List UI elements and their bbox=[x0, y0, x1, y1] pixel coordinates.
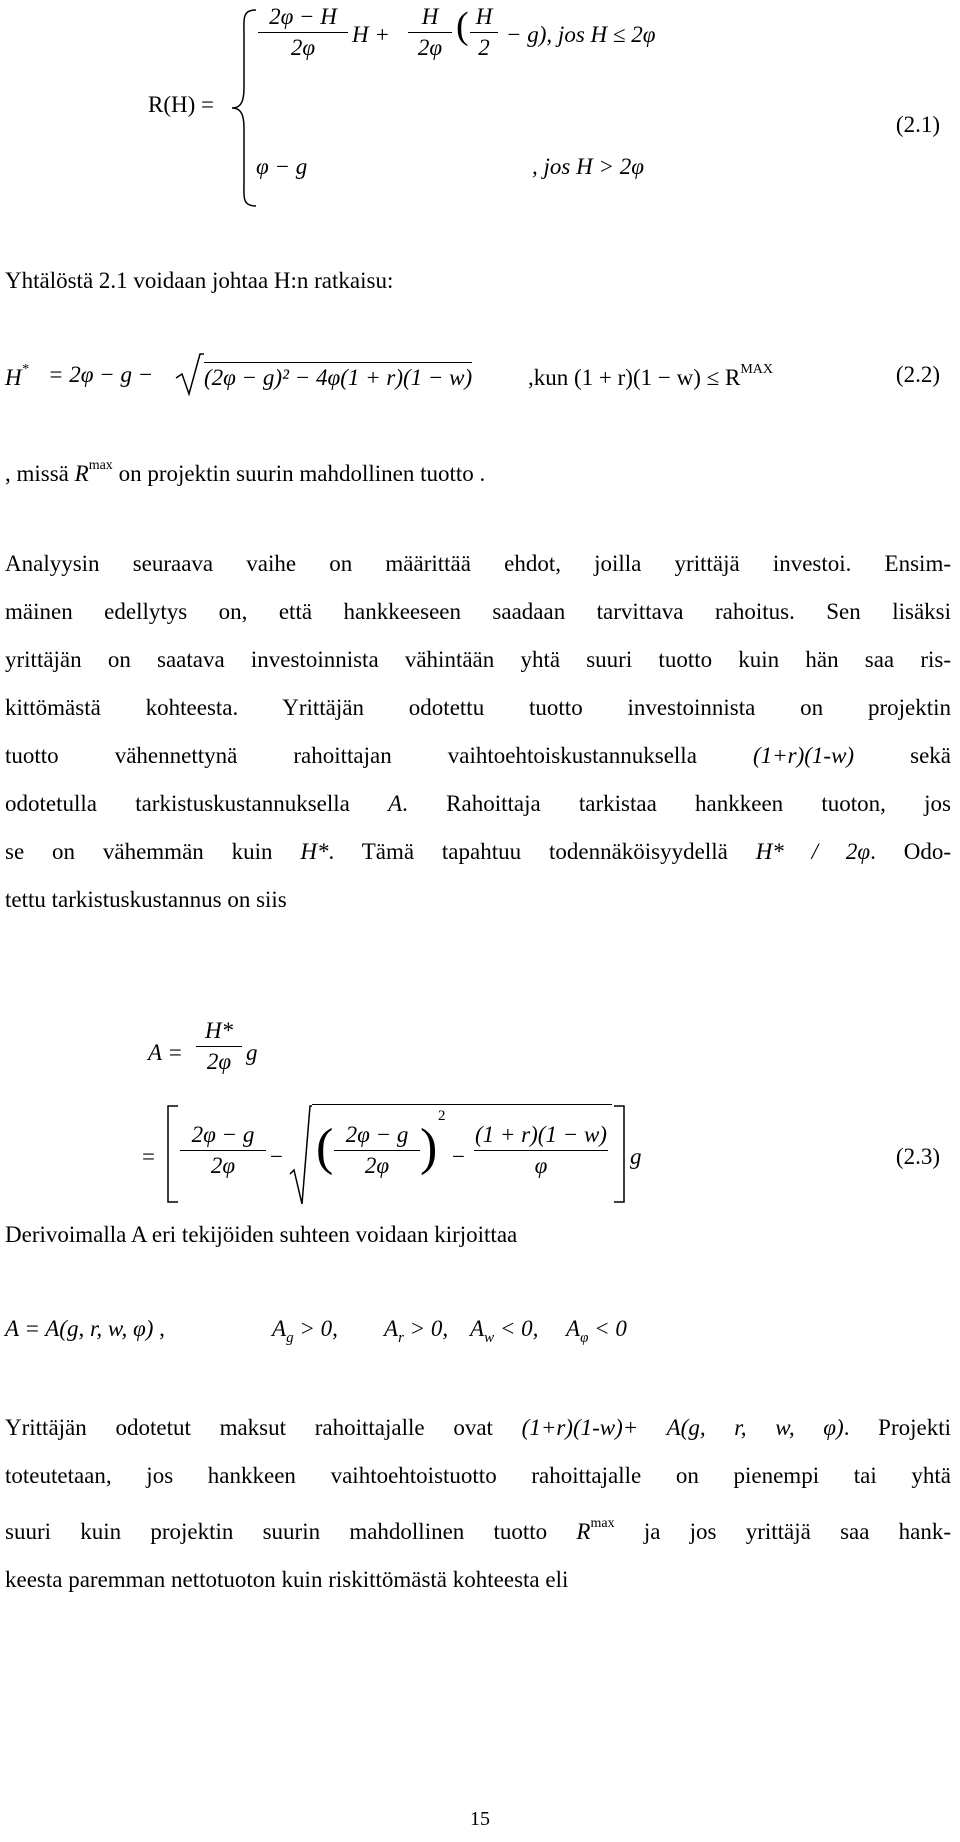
eq21-mid: H + bbox=[352, 22, 390, 47]
sqrt-large-icon bbox=[288, 1104, 312, 1208]
eq21-frac2: H 2φ bbox=[408, 4, 452, 61]
eq21-case2-right: , jos H > 2φ bbox=[532, 154, 644, 179]
eq23-g: g bbox=[246, 1040, 258, 1065]
eq23-number: (2.3) bbox=[895, 1144, 940, 1169]
eq21-case1-tail: − g), jos H ≤ 2φ bbox=[506, 22, 656, 47]
paragraph-1: Analyysin seuraava vaihe on määrittää ehdot, joilla yrittäjä investoi. Ensim- mäinen edellytys on, että hankkeeseen saadaan tarvittava rahoitus. Sen lisäksi yrittäjän on saatava investoinnista vähintään yhtä suuri tuotto kuin hän saa ris- kittömästä kohteesta. Yrittäjän odotettu tuotto investoinnista on projektin tuotto vähennettynä rahoittajan vaihtoehtoiskustannuksella (1+r)(1-w) sekä odotetulla tarkistuskustannuksella A. Rahoittaja tarkistaa hankkeen tuoton, jos se on vähemmän kuin H*. Tämä tapahtuu todennäköisyydellä H* / 2φ. Odo- tettu tarkistuskustannus on siis bbox=[5, 551, 952, 912]
eq23-term2: 2φ − g 2φ bbox=[334, 1122, 420, 1179]
eq22-rhs: = 2φ − g − bbox=[48, 362, 154, 387]
right-bracket-icon bbox=[612, 1104, 628, 1204]
eq24-function: A = A(g, r, w, φ) , bbox=[5, 1316, 165, 1341]
eq21-number: (2.1) bbox=[895, 112, 940, 137]
eq23-paren-open: ( bbox=[316, 1119, 334, 1176]
eq24-deriv-r: $A_r > 0$, bbox=[384, 1316, 449, 1346]
eq23-minus2: − bbox=[452, 1144, 465, 1169]
eq21-case2-left: φ − g bbox=[256, 154, 308, 179]
eq23-paren-close: ) bbox=[420, 1119, 438, 1176]
eq22-radicand: (2φ − g)² − 4φ(1 + r)(1 − w) bbox=[204, 362, 472, 391]
page-number: 15 bbox=[470, 1808, 490, 1830]
text1: Yhtälöstä 2.1 voidaan johtaa H:n ratkaisu: bbox=[5, 268, 394, 293]
eq24-deriv-w: $A_w < 0$, bbox=[470, 1316, 539, 1346]
eq23-square: 2 bbox=[438, 1108, 446, 1124]
eq22-number: (2.2) bbox=[895, 362, 940, 387]
eq24-deriv-phi: $A_\varphi < 0$ bbox=[566, 1316, 627, 1346]
eq23-sqrt-bar bbox=[312, 1104, 612, 1105]
eq23-g2: g bbox=[630, 1144, 642, 1169]
text2: , missä $R^{max}$ on projektin suurin mahdollinen tuotto . bbox=[5, 458, 486, 486]
eq21-paren: ( bbox=[456, 5, 469, 47]
eq24-deriv-g: $A_g > 0$, bbox=[272, 1316, 338, 1346]
eq22-cond: ,kun $(1 + r)(1 - w) \le R^{MAX}$ bbox=[528, 362, 773, 390]
eq23-equals: = bbox=[142, 1144, 155, 1169]
eq21-lhs: R(H) = bbox=[148, 92, 214, 117]
sqrt-icon bbox=[174, 352, 204, 396]
eq23-frac: H* 2φ bbox=[196, 1018, 242, 1075]
eq23-term3: (1 + r)(1 − w) φ bbox=[475, 1122, 607, 1178]
eq23-minus1: − bbox=[270, 1144, 283, 1169]
eq23-term1: 2φ − g 2φ bbox=[180, 1122, 266, 1179]
text3: Derivoimalla A eri tekijöiden suhteen voidaan kirjoittaa bbox=[5, 1222, 518, 1247]
eq21-frac1: 2φ − H 2φ bbox=[258, 4, 348, 61]
left-bracket-icon bbox=[164, 1104, 180, 1204]
eq23-lhs: A = bbox=[148, 1040, 183, 1065]
paragraph-2: Yrittäjän odotetut maksut rahoittajalle ovat (1+r)(1-w)+ A(g, r, w, φ). Projekti toteutetaan, jos hankkeen vaihtoehtoistuotto rahoittajalle on pienempi tai yhtä suuri kuin projektin suurin mahdollinen tuotto $R^{max}$ ja jos yrittäjä saa hank- keesta paremman nettotuoton kuin riskittömästä kohteesta eli bbox=[5, 1415, 952, 1592]
eq21-frac3: H 2 bbox=[470, 4, 498, 61]
eq22-lhs: H* bbox=[5, 362, 29, 390]
